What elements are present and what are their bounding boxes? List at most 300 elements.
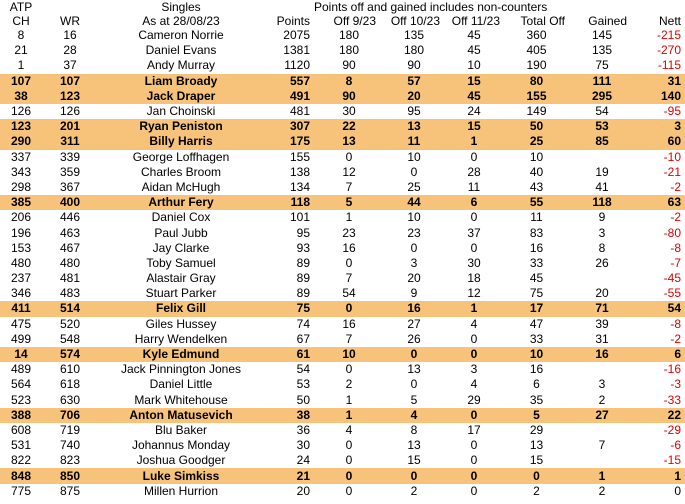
cell-nett: 60: [635, 134, 685, 149]
cell-atp-ch: 14: [0, 347, 42, 362]
cell-atp-ch: 206: [10, 210, 32, 225]
cell-off-10-23: 95: [407, 104, 421, 119]
cell-total-off: 16: [529, 240, 544, 255]
cell-gained: 20: [595, 286, 609, 301]
cell-off-9-23: 0: [314, 468, 384, 483]
cell-atp-ch: 475: [10, 316, 32, 331]
cell-nett: -45: [663, 271, 681, 286]
cell-player-name: Johannus Monday: [131, 438, 231, 453]
cell-player-name: Jan Choinski: [146, 104, 216, 119]
header-atp: ATP: [9, 0, 33, 14]
cell-off-11-23: 45: [444, 89, 504, 104]
cell-off-11-23: 10: [467, 58, 481, 73]
table-row: [0, 150, 685, 165]
cell-off-10-23: 0: [410, 164, 418, 179]
cell-atp-ch: 388: [0, 408, 42, 423]
cell-player-name: Cameron Norrie: [138, 28, 224, 43]
cell-off-9-23: 180: [338, 28, 360, 43]
cell-total-off: 2: [533, 483, 540, 498]
cell-off-10-23: 9: [410, 286, 418, 301]
table-row: [0, 119, 685, 134]
cell-total-off: 360: [526, 28, 547, 43]
cell-off-9-23: 13: [314, 134, 384, 149]
cell-player-name: Anton Matusevich: [98, 408, 264, 423]
cell-off-9-23: 1: [345, 210, 353, 225]
cell-world-rank: 823: [59, 453, 81, 468]
cell-world-rank: 480: [59, 255, 81, 270]
cell-atp-ch: 346: [10, 286, 32, 301]
header-gained: Gained: [588, 14, 627, 28]
cell-off-10-23: 44: [384, 195, 444, 210]
cell-total-off: 0: [504, 468, 569, 483]
cell-atp-ch: 123: [0, 119, 42, 134]
cell-off-10-23: 13: [407, 438, 421, 453]
table-row: [0, 286, 685, 301]
table-row: [0, 43, 685, 58]
table-row: [0, 104, 685, 119]
cell-off-11-23: 11: [467, 179, 481, 194]
cell-world-rank: 719: [59, 422, 81, 437]
cell-total-off: 45: [529, 271, 544, 286]
cell-player-name: Luke Simkiss: [98, 468, 264, 483]
cell-off-9-23: 4: [345, 422, 353, 437]
cell-off-9-23: 8: [314, 74, 384, 89]
cell-atp-ch: 822: [10, 453, 32, 468]
cell-off-11-23: 45: [467, 28, 481, 43]
cell-player-name: Daniel Cox: [151, 210, 211, 225]
cell-points: 74: [296, 316, 310, 331]
cell-off-9-23: 10: [314, 347, 384, 362]
cell-atp-ch: 499: [10, 331, 32, 346]
cell-world-rank: 400: [42, 195, 98, 210]
cell-gained: 75: [595, 58, 609, 73]
cell-atp-ch: 298: [10, 179, 32, 194]
cell-off-10-23: 57: [384, 74, 444, 89]
cell-world-rank: 311: [42, 134, 98, 149]
cell-off-9-23: 0: [345, 483, 353, 498]
cell-off-9-23: 54: [342, 286, 356, 301]
cell-off-11-23: 28: [467, 164, 481, 179]
cell-nett: -8: [670, 240, 681, 255]
cell-points: 36: [296, 422, 310, 437]
cell-world-rank: 574: [42, 347, 98, 362]
cell-points: 61: [264, 347, 314, 362]
cell-points: 93: [296, 240, 310, 255]
cell-off-11-23: 18: [467, 271, 481, 286]
cell-points: 101: [289, 210, 310, 225]
cell-off-10-23: 15: [407, 453, 421, 468]
cell-off-10-23: 11: [384, 134, 444, 149]
cell-off-10-23: 0: [384, 468, 444, 483]
cell-off-9-23: 7: [345, 331, 353, 346]
cell-points: 95: [296, 225, 310, 240]
cell-world-rank: 481: [59, 271, 81, 286]
cell-world-rank: 367: [59, 179, 81, 194]
cell-world-rank: 28: [63, 43, 77, 58]
cell-gained: 54: [595, 104, 609, 119]
cell-points: 89: [296, 271, 310, 286]
cell-total-off: 35: [529, 392, 544, 407]
cell-atp-ch: 1: [17, 58, 25, 73]
cell-points: 118: [264, 195, 314, 210]
cell-off-10-23: 10: [407, 210, 421, 225]
cell-gained: [569, 453, 635, 468]
cell-nett: 63: [635, 195, 685, 210]
cell-gained: 111: [569, 74, 635, 89]
cell-points: 134: [289, 179, 310, 194]
cell-atp-ch: 290: [0, 134, 42, 149]
cell-player-name: Jack Draper: [98, 89, 264, 104]
cell-off-11-23: 0: [470, 453, 478, 468]
cell-off-11-23: 0: [470, 210, 478, 225]
cell-nett: -6: [670, 438, 681, 453]
cell-atp-ch: 196: [10, 225, 32, 240]
cell-off-10-23: 0: [410, 240, 418, 255]
cell-player-name: Billy Harris: [98, 134, 264, 149]
cell-player-name: Jack Pinnington Jones: [120, 362, 242, 377]
cell-total-off: 33: [529, 255, 544, 270]
table-row: [0, 438, 685, 453]
table-row: [0, 271, 685, 286]
cell-total-off: 17: [504, 301, 569, 316]
cell-world-rank: 610: [59, 362, 81, 377]
table-row: [0, 180, 685, 195]
cell-off-10-23: 8: [410, 422, 418, 437]
table-row: [0, 377, 685, 392]
cell-player-name: Jay Clarke: [152, 240, 210, 255]
cell-world-rank: 201: [42, 119, 98, 134]
cell-off-9-23: 0: [345, 362, 353, 377]
cell-atp-ch: 385: [0, 195, 42, 210]
cell-player-name: Ryan Peniston: [98, 119, 264, 134]
cell-world-rank: 359: [59, 164, 81, 179]
cell-nett: -115: [657, 58, 681, 73]
cell-points: 1120: [284, 58, 310, 73]
table-row: [0, 453, 685, 468]
cell-off-10-23: 5: [410, 392, 418, 407]
table-row: [0, 195, 685, 210]
cell-total-off: 6: [533, 377, 540, 392]
cell-nett: -2: [670, 331, 681, 346]
cell-off-11-23: 12: [467, 286, 481, 301]
cell-world-rank: 446: [59, 210, 81, 225]
cell-player-name: Paul Jubb: [154, 225, 208, 240]
cell-total-off: 25: [504, 134, 569, 149]
cell-player-name: Kyle Edmund: [98, 347, 264, 362]
cell-total-off: 405: [526, 43, 547, 58]
cell-off-11-23: 0: [444, 408, 504, 423]
cell-world-rank: 463: [59, 225, 81, 240]
cell-player-name: Joshua Goodger: [136, 453, 226, 468]
cell-player-name: Arthur Fery: [98, 195, 264, 210]
cell-points: 67: [296, 331, 310, 346]
cell-off-11-23: 6: [444, 195, 504, 210]
cell-off-9-23: 23: [342, 225, 356, 240]
cell-total-off: 40: [529, 164, 544, 179]
table-row: [0, 423, 685, 438]
cell-off-11-23: 17: [467, 422, 481, 437]
cell-gained: 135: [591, 43, 613, 58]
cell-gained: 118: [569, 195, 635, 210]
table-row: [0, 347, 685, 362]
cell-total-off: 80: [504, 74, 569, 89]
cell-atp-ch: 564: [10, 377, 32, 392]
cell-player-name: Alastair Gray: [146, 271, 216, 286]
header-ch: CH: [12, 14, 30, 28]
cell-atp-ch: 775: [10, 483, 32, 498]
cell-player-name: Millen Hurrion: [143, 483, 219, 498]
cell-player-name: Giles Hussey: [145, 316, 217, 331]
cell-nett: -55: [663, 286, 681, 301]
cell-atp-ch: 480: [10, 255, 32, 270]
cell-off-11-23: 0: [444, 468, 504, 483]
cell-points: 175: [264, 134, 314, 149]
cell-points: 30: [296, 438, 310, 453]
cell-off-9-23: 2: [345, 377, 353, 392]
cell-gained: 3: [598, 225, 606, 240]
cell-off-11-23: 0: [470, 240, 478, 255]
cell-gained: [569, 271, 635, 286]
cell-world-rank: 37: [63, 58, 77, 73]
cell-off-9-23: 7: [345, 179, 353, 194]
header-singles: Singles: [161, 0, 201, 14]
cell-off-11-23: 0: [470, 149, 478, 164]
cell-world-rank: 520: [59, 316, 81, 331]
cell-atp-ch: 153: [10, 240, 32, 255]
cell-player-name: George Loffhagen: [132, 149, 230, 164]
cell-world-rank: 126: [59, 104, 81, 119]
table-row: [0, 134, 685, 149]
cell-off-10-23: 2: [410, 483, 418, 498]
cell-gained: 71: [569, 301, 635, 316]
cell-player-name: Felix Gill: [98, 301, 264, 316]
cell-points: 155: [289, 149, 310, 164]
cell-world-rank: 514: [42, 301, 98, 316]
cell-nett: -80: [663, 225, 681, 240]
cell-points: 75: [264, 301, 314, 316]
header-off-11-23: Off 11/23: [451, 14, 500, 28]
cell-player-name: Charles Broom: [140, 164, 222, 179]
cell-off-9-23: 180: [338, 43, 360, 58]
header-row-2: [0, 14, 685, 28]
cell-atp-ch: 337: [10, 149, 32, 164]
table-row: [0, 165, 685, 180]
cell-off-10-23: 90: [407, 58, 421, 73]
cell-off-9-23: 0: [345, 453, 353, 468]
cell-nett: 54: [635, 301, 685, 316]
table-row: [0, 58, 685, 73]
table-row: [0, 332, 685, 347]
cell-points: 38: [264, 408, 314, 423]
cell-total-off: 149: [526, 104, 547, 119]
cell-total-off: 75: [529, 286, 544, 301]
cell-nett: 22: [635, 408, 685, 423]
cell-world-rank: 467: [59, 240, 81, 255]
cell-world-rank: 339: [59, 149, 81, 164]
cell-points: 24: [296, 453, 310, 468]
cell-total-off: 15: [529, 453, 544, 468]
cell-atp-ch: 21: [14, 43, 28, 58]
cell-world-rank: 706: [42, 408, 98, 423]
cell-player-name: Harry Wendelken: [134, 331, 228, 346]
cell-player-name: Daniel Little: [149, 377, 213, 392]
cell-gained: 26: [595, 255, 609, 270]
cell-off-9-23: 1: [345, 392, 353, 407]
cell-gained: 41: [595, 179, 609, 194]
table-row: [0, 241, 685, 256]
cell-world-rank: 123: [42, 89, 98, 104]
cell-nett: 3: [635, 119, 685, 134]
cell-atp-ch: 523: [10, 392, 32, 407]
cell-points: 557: [264, 74, 314, 89]
cell-nett: -7: [670, 255, 681, 270]
header-points: Points: [276, 14, 310, 28]
cell-off-9-23: 0: [345, 438, 353, 453]
cell-gained: 3: [598, 377, 606, 392]
cell-off-10-23: 3: [410, 255, 418, 270]
cell-points: 50: [296, 392, 310, 407]
cell-off-11-23: 4: [470, 316, 478, 331]
cell-world-rank: 740: [59, 438, 81, 453]
cell-player-name: Andy Murray: [146, 58, 216, 73]
cell-world-rank: 630: [59, 392, 81, 407]
cell-gained: 27: [569, 408, 635, 423]
cell-off-11-23: 15: [444, 74, 504, 89]
cell-gained: [569, 362, 635, 377]
cell-off-9-23: 5: [314, 195, 384, 210]
cell-off-10-23: 10: [407, 149, 421, 164]
cell-off-9-23: 1: [314, 408, 384, 423]
cell-player-name: Liam Broady: [98, 74, 264, 89]
header-row-1: [0, 0, 685, 14]
cell-gained: 295: [569, 89, 635, 104]
cell-atp-ch: 38: [0, 89, 42, 104]
cell-off-11-23: 0: [470, 483, 478, 498]
cell-off-9-23: 12: [342, 164, 356, 179]
header-total-off: Total Off: [520, 14, 565, 28]
cell-nett: -2: [670, 210, 681, 225]
cell-off-10-23: 0: [410, 377, 418, 392]
cell-nett: -16: [663, 362, 681, 377]
header-blank: [42, 0, 98, 14]
cell-world-rank: 850: [42, 468, 98, 483]
cell-points: 138: [289, 164, 310, 179]
cell-off-11-23: 37: [467, 225, 481, 240]
cell-off-11-23: 45: [467, 43, 481, 58]
cell-atp-ch: 411: [0, 301, 42, 316]
cell-atp-ch: 8: [17, 28, 25, 43]
cell-nett: 1: [635, 468, 685, 483]
cell-gained: 31: [595, 331, 609, 346]
table-row: [0, 225, 685, 240]
cell-nett: -29: [663, 422, 681, 437]
cell-off-11-23: 0: [444, 347, 504, 362]
cell-nett: -215: [656, 28, 681, 43]
cell-off-11-23: 15: [444, 119, 504, 134]
cell-atp-ch: 107: [0, 74, 42, 89]
header-blank: [264, 0, 314, 14]
cell-off-10-23: 25: [407, 179, 421, 194]
cell-off-9-23: 90: [314, 89, 384, 104]
cell-atp-ch: 848: [0, 468, 42, 483]
cell-atp-ch: 237: [10, 271, 32, 286]
cell-total-off: 13: [529, 438, 544, 453]
cell-player-name: Daniel Evans: [145, 43, 217, 58]
table-row: [0, 256, 685, 271]
table-row: [0, 393, 685, 408]
cell-nett: -10: [663, 149, 681, 164]
cell-player-name: Aidan McHugh: [141, 179, 221, 194]
table-row: [0, 468, 685, 483]
cell-nett: -3: [670, 377, 681, 392]
cell-total-off: 29: [529, 422, 544, 437]
cell-points: 53: [296, 377, 310, 392]
cell-off-9-23: 0: [345, 255, 353, 270]
cell-off-10-23: 4: [384, 408, 444, 423]
cell-off-10-23: 16: [384, 301, 444, 316]
cell-gained: 2: [598, 392, 606, 407]
cell-world-rank: 483: [59, 286, 81, 301]
cell-off-9-23: 0: [345, 149, 353, 164]
cell-off-11-23: 3: [470, 362, 478, 377]
cell-nett: -270: [656, 43, 681, 58]
header-points-note: Points off and gained includes non-counters: [314, 0, 548, 14]
cell-gained: [569, 150, 635, 165]
cell-gained: 85: [569, 134, 635, 149]
cell-world-rank: 548: [59, 331, 81, 346]
cell-world-rank: 618: [59, 377, 81, 392]
cell-off-11-23: 30: [467, 255, 481, 270]
cell-nett: -8: [670, 316, 681, 331]
cell-gained: 9: [598, 210, 606, 225]
table-row: [0, 28, 685, 43]
table-row: [0, 89, 685, 104]
table-row: [0, 317, 685, 332]
table-row: [0, 484, 685, 499]
cell-off-9-23: 16: [342, 240, 356, 255]
table-row: [0, 74, 685, 89]
cell-points: 54: [296, 362, 310, 377]
table-row: [0, 362, 685, 377]
cell-total-off: 11: [530, 210, 543, 225]
cell-gained: 16: [569, 347, 635, 362]
cell-total-off: 55: [504, 195, 569, 210]
cell-nett: -95: [663, 104, 681, 119]
cell-off-11-23: 1: [444, 301, 504, 316]
cell-off-10-23: 135: [403, 28, 425, 43]
cell-total-off: 33: [529, 331, 544, 346]
cell-points: 2075: [283, 28, 310, 43]
cell-off-11-23: 24: [467, 104, 481, 119]
cell-points: 21: [264, 468, 314, 483]
cell-nett: 140: [635, 89, 685, 104]
cell-off-10-23: 0: [384, 347, 444, 362]
cell-off-9-23: 7: [345, 271, 353, 286]
cell-gained: 1: [569, 468, 635, 483]
header-blank: [635, 0, 685, 14]
cell-world-rank: 107: [42, 74, 98, 89]
cell-points: 20: [296, 483, 310, 498]
cell-nett: -15: [663, 453, 681, 468]
cell-total-off: 10: [504, 347, 569, 362]
cell-off-10-23: 20: [407, 271, 421, 286]
table-row: [0, 301, 685, 316]
header-as-at: As at 28/08/23: [142, 14, 220, 28]
cell-atp-ch: 531: [10, 438, 32, 453]
cell-nett: -2: [670, 179, 681, 194]
header-nett: Nett: [658, 14, 681, 28]
cell-total-off: 190: [526, 58, 547, 73]
